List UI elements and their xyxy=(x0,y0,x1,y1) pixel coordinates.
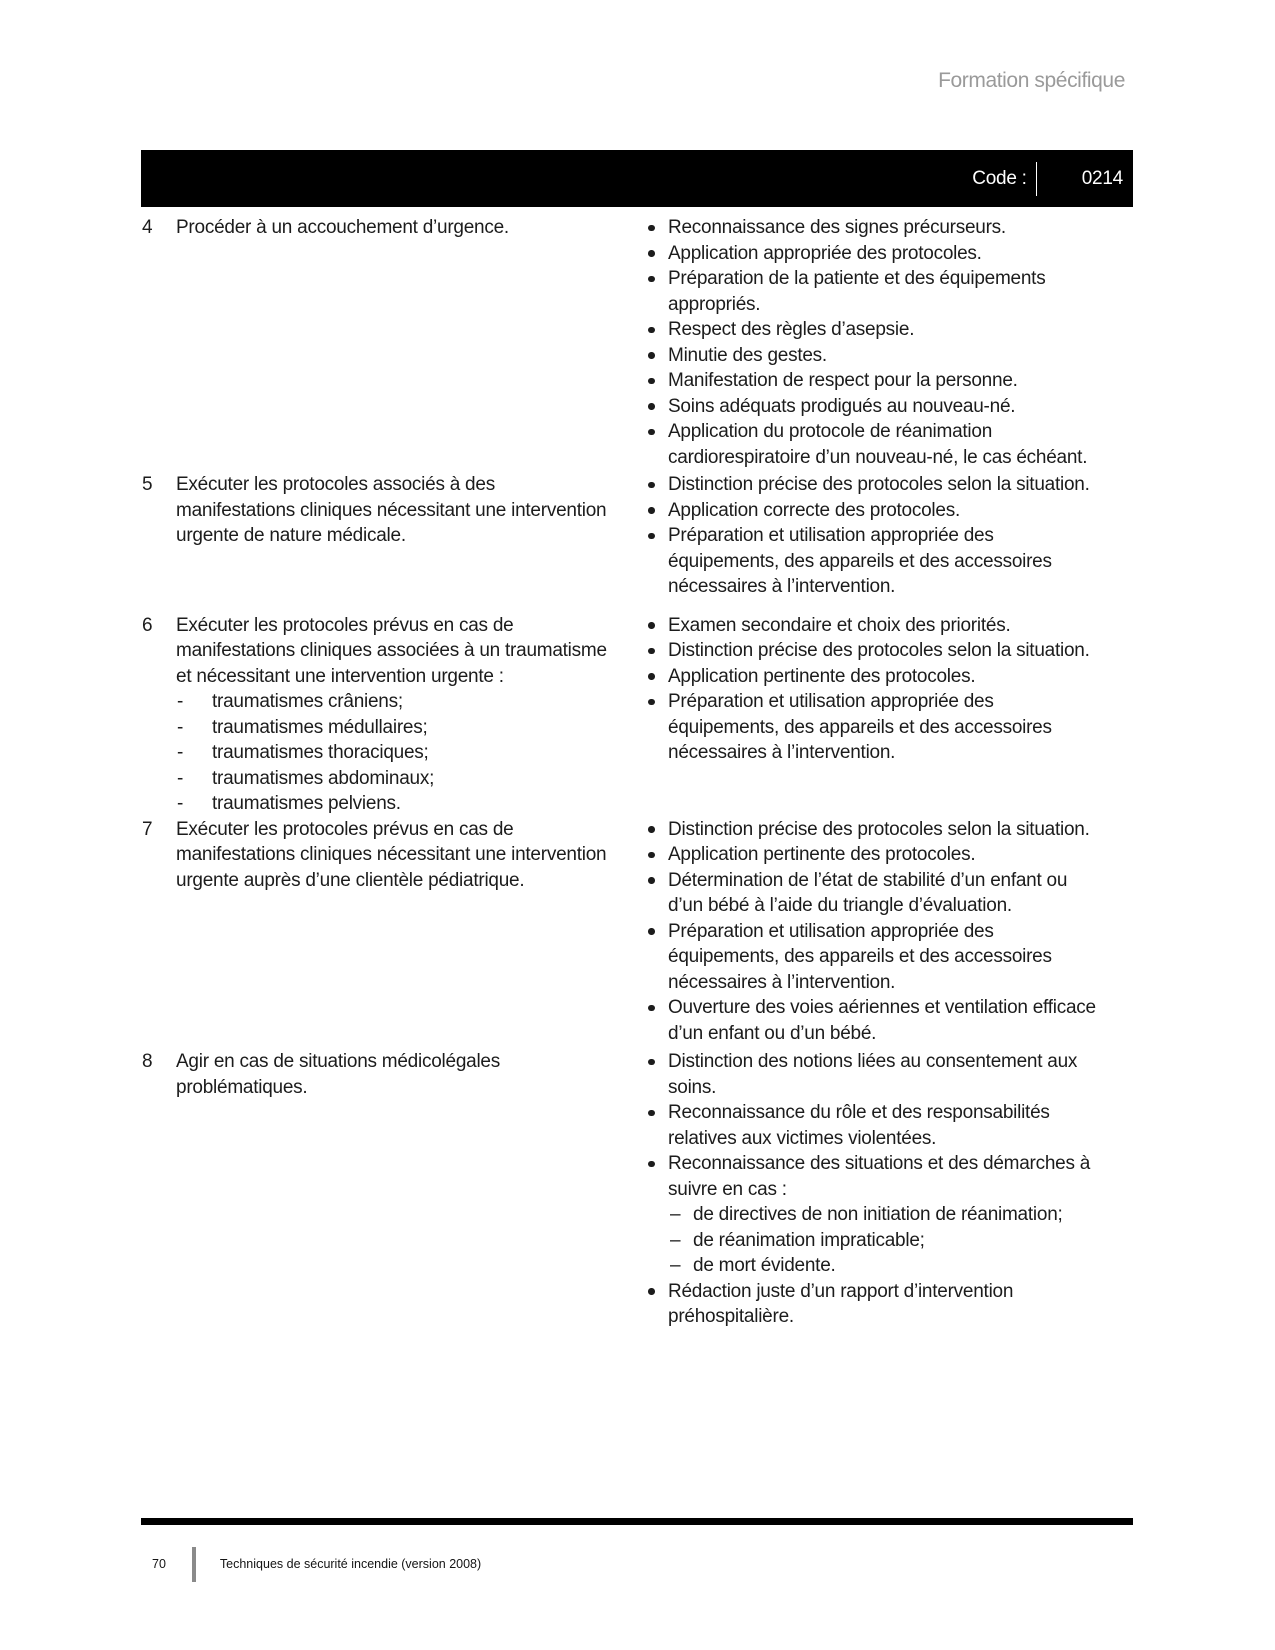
criterion xyxy=(648,394,1098,420)
table-row xyxy=(141,1049,1133,1330)
table-row xyxy=(141,215,1133,470)
criterion xyxy=(648,317,1098,343)
objective-cell xyxy=(141,1049,615,1100)
objective-text: Procéder à un accouchement d’urgence. xyxy=(176,217,509,238)
criterion xyxy=(648,523,1098,600)
criterion xyxy=(648,368,1098,394)
criteria-list xyxy=(648,817,1098,1047)
objective-number: 6 xyxy=(142,614,153,636)
criterion-text: Détermination de l’état de stabilité d’un enfant ou d’un bébé à l’aide du triangle d’évaluation. xyxy=(668,869,1068,916)
criterion-text: Application correcte des protocoles. xyxy=(668,499,960,521)
criterion-text: Application appropriée des protocoles. xyxy=(668,242,982,264)
criterion-subitem: – de réanimation impraticable; xyxy=(668,1228,1098,1254)
criterion-text: Minutie des gestes. xyxy=(668,344,827,366)
objective-cell xyxy=(141,215,615,241)
criterion-text: Préparation et utilisation appropriée des équipements, des appareils et des accessoires nécessaires à l’intervention. xyxy=(668,920,1052,993)
criterion-text: Préparation et utilisation appropriée des équipements, des appareils et des accessoires nécessaires à l’intervention. xyxy=(668,691,1052,763)
page-number: 70 xyxy=(152,1557,166,1571)
criterion-text: Examen secondaire et choix des priorités. xyxy=(668,614,1011,636)
objective-subitem: - traumatismes pelviens. xyxy=(176,791,611,817)
criterion xyxy=(648,868,1098,919)
criterion xyxy=(648,689,1098,766)
objective-body xyxy=(176,613,611,817)
criterion-subitem: – de mort évidente. xyxy=(668,1253,1098,1279)
criterion-text: Préparation et utilisation appropriée des équipements, des appareils et des accessoires nécessaires à l’intervention. xyxy=(668,525,1052,597)
objective-number: 7 xyxy=(142,818,153,840)
criterion-text: Manifestation de respect pour la personne. xyxy=(668,370,1018,391)
objective-subitems xyxy=(176,689,611,817)
running-head: Formation spécifique xyxy=(938,69,1125,92)
objective-body xyxy=(176,215,611,241)
objective-body xyxy=(176,817,611,894)
footer-rule xyxy=(141,1518,1133,1525)
criterion-text: Ouverture des voies aériennes et ventilation efficace d’un enfant ou d’un bébé. xyxy=(668,997,1096,1044)
criterion xyxy=(648,472,1098,498)
objective-subitem: - traumatismes médullaires; xyxy=(176,715,611,741)
criterion-text: Distinction précise des protocoles selon la situation. xyxy=(668,640,1090,661)
criteria-list xyxy=(648,1049,1098,1330)
criterion-text: Reconnaissance des signes précurseurs. xyxy=(668,217,1006,238)
objective-text: Agir en cas de situations médicolégales problématiques. xyxy=(176,1051,500,1098)
criterion xyxy=(648,241,1098,267)
criteria-list xyxy=(648,613,1098,766)
objective-subitem: - traumatismes crâniens; xyxy=(176,689,611,715)
criteria-cell xyxy=(615,613,1133,766)
objective-cell xyxy=(141,613,615,817)
criterion xyxy=(648,613,1098,639)
footer xyxy=(152,1547,481,1582)
criteria-list xyxy=(648,472,1098,600)
objective-text: Exécuter les protocoles associés à des manifestations cliniques nécessitant une intervention urgente de nature médicale. xyxy=(176,474,607,546)
criterion-text: Application pertinente des protocoles. xyxy=(668,844,976,865)
objectives-table xyxy=(141,215,1133,1330)
criterion-text: Préparation de la patiente et des équipements appropriés. xyxy=(668,268,1046,315)
footer-text: Techniques de sécurité incendie (version 2008) xyxy=(219,1557,482,1571)
criterion xyxy=(648,842,1098,868)
criterion xyxy=(648,266,1098,317)
criterion-text: Application pertinente des protocoles. xyxy=(668,665,976,687)
objective-number: 8 xyxy=(142,1051,153,1072)
objective-cell xyxy=(141,472,615,549)
table-row xyxy=(141,472,1133,600)
criteria-cell xyxy=(615,817,1133,1047)
criterion-subitem: – de directives de non initiation de réanimation; xyxy=(668,1202,1098,1228)
code-value: 0214 xyxy=(1081,167,1123,189)
table-row xyxy=(141,817,1133,1047)
criterion xyxy=(648,995,1098,1046)
criterion xyxy=(648,343,1098,369)
criterion-text: Reconnaissance du rôle et des responsabilités relatives aux victimes violentées. xyxy=(668,1102,1050,1149)
criterion xyxy=(648,664,1098,690)
criterion xyxy=(648,498,1098,524)
criterion xyxy=(648,919,1098,996)
criteria-list xyxy=(648,215,1098,470)
criterion-text: Rédaction juste d’un rapport d’intervention préhospitalière. xyxy=(668,1280,1014,1327)
criterion xyxy=(648,1100,1098,1151)
objective-cell xyxy=(141,817,615,894)
criterion-text: Distinction des notions liées au consentement aux soins. xyxy=(668,1051,1078,1098)
objective-subitem: - traumatismes thoraciques; xyxy=(176,740,611,766)
criterion-text: Distinction précise des protocoles selon la situation. xyxy=(668,818,1090,840)
criteria-cell xyxy=(615,472,1133,600)
objective-body xyxy=(176,472,611,549)
code-label: Code : xyxy=(972,167,1027,189)
code-divider xyxy=(1036,162,1037,196)
criterion xyxy=(648,638,1098,664)
criterion-text: Application du protocole de réanimation cardiorespiratoire d’un nouveau-né, le cas échéant. xyxy=(668,421,1088,468)
criterion-subitems xyxy=(668,1202,1098,1279)
criterion xyxy=(648,215,1098,241)
criterion-text: Respect des règles d’asepsie. xyxy=(668,319,915,340)
table-row xyxy=(141,613,1133,817)
code-bar xyxy=(141,150,1133,207)
objective-number: 5 xyxy=(142,474,153,495)
criterion-text: Reconnaissance des situations et des démarches à suivre en cas : xyxy=(668,1153,1091,1200)
criterion-text: Distinction précise des protocoles selon la situation. xyxy=(668,474,1090,495)
objective-number: 4 xyxy=(142,217,153,238)
criterion xyxy=(648,1279,1098,1330)
criteria-cell xyxy=(615,215,1133,470)
objective-text: Exécuter les protocoles prévus en cas de manifestations cliniques associées à un traumatisme et nécessitant une intervention urgente : xyxy=(176,614,607,687)
footer-separator xyxy=(192,1547,196,1582)
objective-body xyxy=(176,1049,611,1100)
criterion xyxy=(648,419,1098,470)
objective-subitem: - traumatismes abdominaux; xyxy=(176,766,611,792)
criterion xyxy=(648,1049,1098,1100)
criterion xyxy=(648,1151,1098,1279)
criteria-cell xyxy=(615,1049,1133,1330)
criterion-text: Soins adéquats prodigués au nouveau-né. xyxy=(668,395,1016,417)
criterion xyxy=(648,817,1098,843)
objective-text: Exécuter les protocoles prévus en cas de manifestations cliniques nécessitant une intervention urgente auprès d’une clientèle pédiatrique. xyxy=(176,818,607,891)
